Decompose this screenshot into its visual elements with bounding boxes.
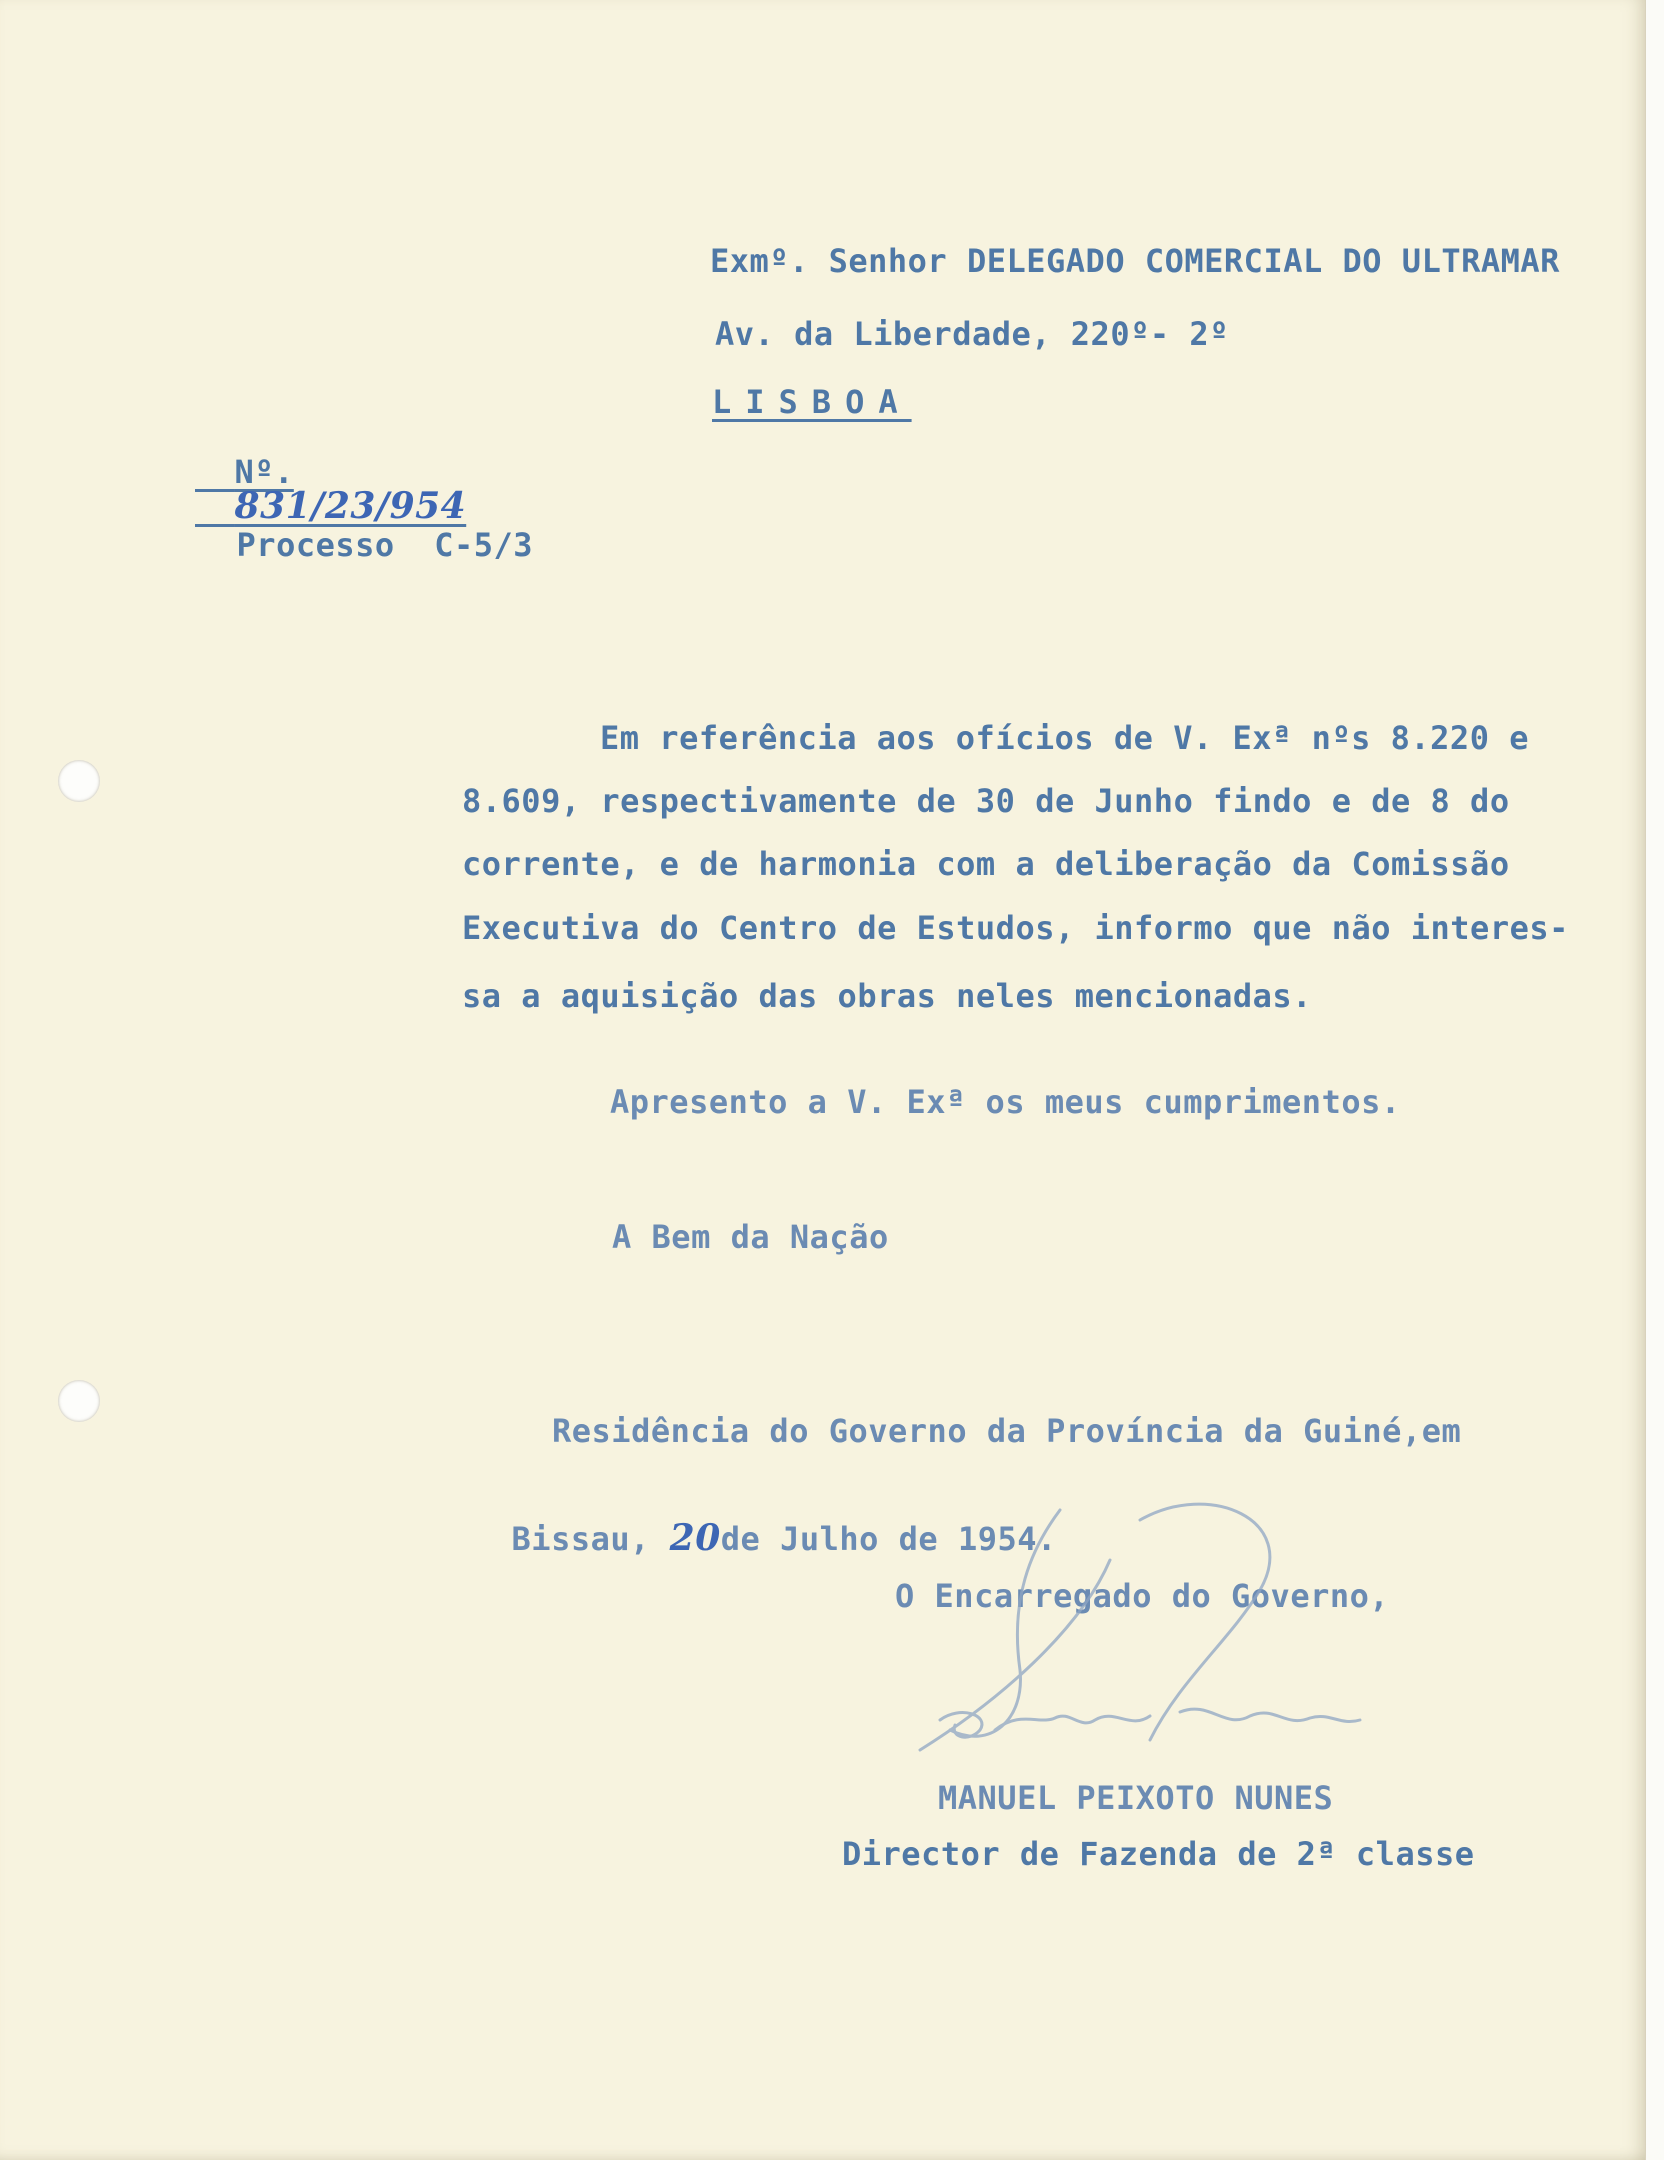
processo-value: C-5/3 [434,526,534,564]
signatory-name: MANUEL PEIXOTO NUNES [938,1779,1334,1817]
date-day-handwritten: 20 [669,1517,721,1559]
date-city: Bissau, [511,1520,650,1558]
processo-label: Processo [236,526,395,564]
place-line: Residência do Governo da Província da Guiné,em [552,1412,1462,1450]
addressee-line-2: Av. da Liberdade, 220º- 2º [715,315,1229,353]
reference-number-handwritten: 831/23/954 [234,485,467,527]
body-line-4: Executiva do Centro de Estudos, informo que não interes- [462,909,1569,947]
body-line-1: Em referência aos ofícios de V. Exª nºs 8.220 e [600,719,1529,757]
addressee-line-1: Exmº. Senhor DELEGADO COMERCIAL DO ULTRAMAR [710,242,1560,280]
punch-hole-top [58,760,100,802]
signatory-title: Director de Fazenda de 2ª classe [842,1835,1475,1873]
salutation: A Bem da Nação [612,1218,889,1256]
body-line-2: 8.609, respectivamente de 30 de Junho findo e de 8 do [462,782,1510,820]
handwritten-signature [880,1480,1500,1780]
signatory-role: O Encarregado do Governo, [895,1577,1390,1615]
addressee-city: LISBOA [712,383,912,421]
date-rest: de Julho de 1954. [720,1520,1057,1558]
paper-edge [1645,0,1664,2160]
greeting: Apresento a V. Exª os meus cumprimentos. [610,1083,1401,1121]
reference-number-prefix: Nº. [234,453,294,491]
body-line-3: corrente, e de harmonia com a deliberação da Comissão [462,845,1510,883]
processo-line [197,497,534,564]
body-line-5: sa a aquisição das obras neles mencionadas. [462,977,1312,1015]
punch-hole-bottom [58,1380,100,1422]
